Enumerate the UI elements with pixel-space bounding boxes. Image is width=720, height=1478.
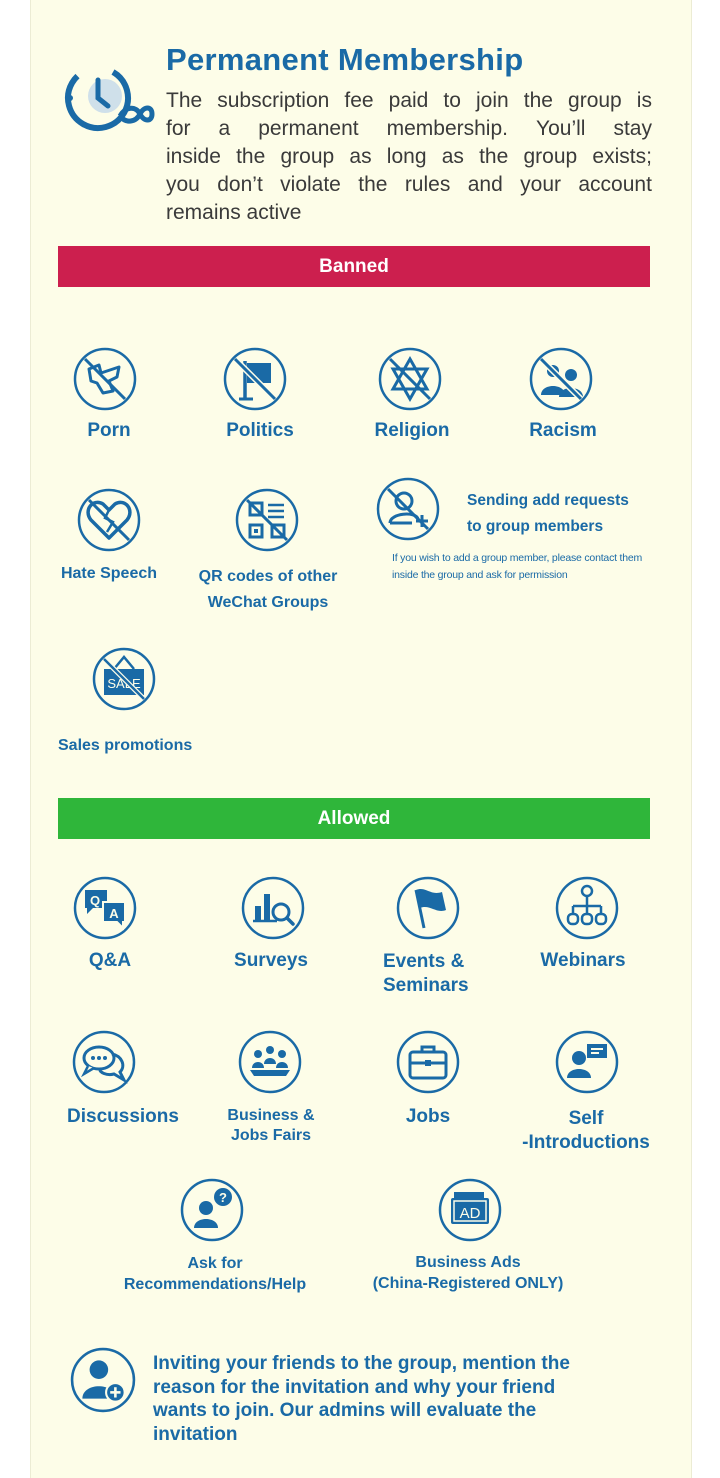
membership-word: inside (166, 145, 221, 168)
membership-word: long (386, 145, 427, 168)
add-user-icon (70, 1347, 136, 1413)
invite-text-line-2: reason for the invitation and why your friend (153, 1376, 556, 1398)
membership-word: for (166, 117, 191, 140)
membership-word: as (349, 145, 372, 168)
flag-icon (396, 876, 460, 940)
membership-word: violate (280, 173, 341, 196)
membership-text-line-3 (166, 145, 652, 169)
allowed-label-jobs: Jobs (405, 1106, 451, 1127)
question-mark-text: ? (219, 1190, 227, 1205)
membership-word: You’ll (536, 117, 586, 140)
membership-word: rules (404, 173, 451, 196)
membership-word: group (523, 145, 578, 168)
no-racism-icon (529, 347, 593, 411)
membership-word: fee (344, 89, 374, 112)
membership-text-line-1 (166, 89, 652, 113)
allowed-heading: Allowed (58, 798, 650, 839)
membership-word: join (475, 89, 509, 112)
allowed-label-self-introductions-line-2: -Introductions (522, 1132, 650, 1153)
membership-text-line-4 (166, 173, 652, 197)
add-requests-note (392, 550, 642, 584)
allowed-label-qa: Q&A (88, 950, 132, 971)
membership-word: as (441, 145, 464, 168)
add-requests-title-line-1: Sending add requests (467, 492, 629, 509)
sale-sign-text: SALE (107, 676, 141, 691)
allowed-label-business-ads (356, 1252, 580, 1294)
allowed-label-webinars: Webinars (540, 950, 626, 971)
invite-text-line-4: invitation (153, 1423, 238, 1445)
banned-label-qr-codes-line-1: QR codes of other (198, 568, 338, 585)
membership-word: the (523, 89, 553, 112)
briefcase-icon (396, 1030, 460, 1094)
allowed-label-self-introductions (510, 1107, 662, 1155)
invite-text (153, 1352, 570, 1446)
ad-icon-text: AD (459, 1205, 481, 1222)
allowed-label-events (362, 950, 513, 998)
allowed-label-discussions: Discussions (67, 1106, 179, 1127)
banned-label-qr-codes (190, 564, 346, 616)
banned-label-religion: Religion (374, 420, 450, 441)
page-title: Permanent Membership (166, 42, 524, 77)
membership-word: paid (388, 89, 429, 112)
membership-word: subscription (217, 89, 330, 112)
membership-word: to (443, 89, 461, 112)
no-politics-icon (223, 347, 287, 411)
membership-word: the (358, 173, 388, 196)
no-religion-icon (378, 347, 442, 411)
no-qr-code-icon (235, 488, 299, 552)
allowed-label-business-fairs-line-1: Business & (227, 1107, 315, 1124)
membership-word: group (280, 145, 335, 168)
membership-word: your (520, 173, 561, 196)
membership-word: is (636, 89, 652, 112)
membership-text-line-5: remains active (166, 201, 302, 224)
no-sales-icon (92, 647, 156, 711)
allowed-label-business-ads-line-1: Business Ads (415, 1254, 521, 1271)
presenter-icon (555, 1030, 619, 1094)
membership-word: account (578, 173, 652, 196)
membership-word: don’t (217, 173, 263, 196)
membership-word: permanent (258, 117, 359, 140)
survey-chart-icon (241, 876, 305, 940)
allowed-label-business-fairs (205, 1106, 337, 1146)
membership-word: you (166, 173, 200, 196)
invite-text-line-3: wants to join. Our admins will evaluate the (153, 1400, 537, 1421)
org-chart-icon (555, 876, 619, 940)
ad-icon (438, 1178, 502, 1242)
membership-word: group (568, 89, 622, 112)
clock-infinity-icon (60, 62, 156, 136)
membership-word: the (479, 145, 509, 168)
allowed-label-business-fairs-line-2: Jobs Fairs (230, 1127, 312, 1144)
banned-label-politics: Politics (226, 420, 294, 441)
qa-icon-q: Q (89, 893, 101, 908)
membership-word: stay (613, 117, 652, 140)
no-hate-speech-icon (77, 488, 141, 552)
membership-word: a (218, 117, 231, 140)
membership-word: the (236, 145, 266, 168)
banned-label-hate-speech: Hate Speech (60, 565, 158, 582)
banned-heading: Banned (58, 246, 650, 287)
allowed-label-events-line-2: Seminars (383, 975, 469, 996)
membership-word: exists; (592, 145, 652, 168)
add-requests-note-line-1: If you wish to add a group member, please contact them (392, 552, 643, 564)
allowed-label-events-line-1: Events & (383, 951, 465, 972)
allowed-label-recommendations-line-2: Recommendations/Help (123, 1276, 307, 1293)
allowed-label-recommendations-line-1: Ask for (187, 1255, 243, 1272)
add-requests-title-line-2: to group members (467, 518, 604, 535)
allowed-label-recommendations (100, 1253, 330, 1295)
banned-label-sales-promotions: Sales promotions (58, 737, 193, 754)
membership-text-line-2 (166, 117, 652, 141)
chat-bubbles-icon (72, 1030, 136, 1094)
banned-label-racism: Racism (529, 420, 597, 441)
no-porn-icon (73, 347, 137, 411)
membership-word: membership. (386, 117, 508, 140)
allowed-label-surveys: Surveys (234, 950, 308, 971)
qa-icon (73, 876, 137, 940)
add-requests-title (467, 488, 629, 540)
invite-text-line-1: Inviting your friends to the group, mention the (153, 1353, 570, 1374)
membership-word: and (467, 173, 503, 196)
membership-word: The (166, 89, 203, 112)
meeting-icon (238, 1030, 302, 1094)
banned-label-porn: Porn (87, 420, 131, 441)
allowed-label-self-introductions-line-1: Self (568, 1108, 604, 1129)
allowed-label-business-ads-line-2: (China-Registered ONLY) (372, 1275, 564, 1292)
add-requests-note-line-2: inside the group and ask for permission (392, 569, 568, 581)
banned-label-qr-codes-line-2: WeChat Groups (207, 594, 329, 611)
question-user-icon (180, 1178, 244, 1242)
no-add-user-icon (376, 477, 440, 541)
qa-icon-a: A (109, 906, 119, 921)
